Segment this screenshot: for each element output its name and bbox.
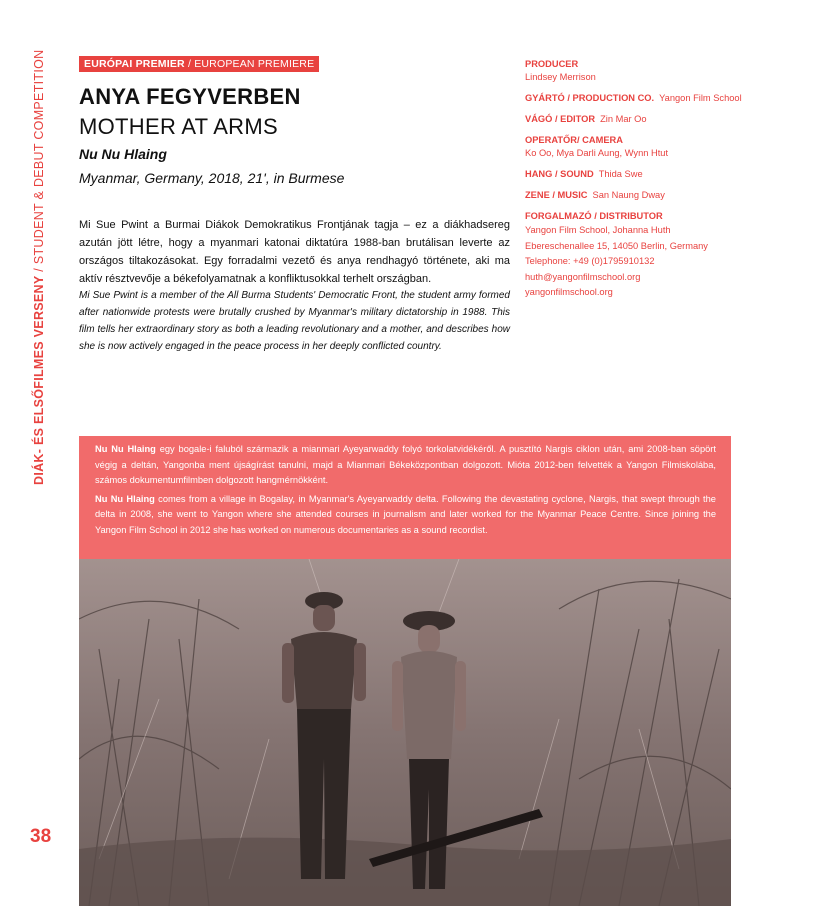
credit-editor bbox=[525, 113, 765, 126]
premiere-hu: EURÓPAI PREMIER bbox=[84, 58, 185, 70]
bio-hungarian bbox=[95, 442, 716, 489]
editor-value: Zin Mar Oo bbox=[600, 114, 647, 124]
editor-label: VÁGÓ / EDITOR bbox=[525, 114, 596, 124]
synopsis-english: Mi Sue Pwint is a member of the All Burma Students' Democratic Front, the student army formed after nationwide protests were brutally crushed by Myanmar's military dictatorship in 1988. This film tells her extraordinary story as both a leading revolutionary and a mother, and describes how she is now actively engaged in the peace process in her deeply conflicted country. bbox=[79, 290, 510, 352]
music-value: San Naung Dway bbox=[592, 190, 665, 200]
credit-distributor bbox=[525, 210, 765, 301]
film-title-english: MOTHER AT ARMS bbox=[79, 114, 278, 139]
premiere-badge bbox=[79, 56, 319, 72]
competition-hu-label: DIÁK- ÉS ELSŐFILMES VERSENY bbox=[32, 275, 46, 485]
camera-value: Ko Oo, Mya Darli Aung, Wynn Htut bbox=[525, 148, 669, 158]
film-still-illustration bbox=[79, 559, 731, 906]
distributor-email: huth@yangonfilmschool.org bbox=[525, 271, 641, 282]
premiere-separator: / bbox=[184, 58, 195, 70]
production-label: GYÁRTÓ / PRODUCTION CO. bbox=[525, 93, 655, 103]
distributor-label: FORGALMAZÓ / DISTRIBUTOR bbox=[525, 211, 663, 221]
competition-en-label: STUDENT & DEBUT COMPETITION bbox=[32, 49, 46, 265]
synopsis-hungarian: Mi Sue Pwint a Burmai Diákok Demokratikus Frontjának tagja – ez a diákhadsereg azután jött létre, hogy a myanmari katonai diktatúra 1988-ban brutálisan leverte az országos tiltakozásokat. Egy forradalmi vezető és anya rendhagyó története, aki ma aktív résztvevője a békefolyamatnak a konfliktusokkal terhelt országban. bbox=[79, 219, 510, 285]
camera-label: OPERATŐR/ CAMERA bbox=[525, 135, 623, 145]
distributor-line: Telephone: +49 (0)1795910132 bbox=[525, 256, 655, 266]
bio-name: Nu Nu Hlaing bbox=[95, 444, 156, 454]
sound-label: HANG / SOUND bbox=[525, 169, 594, 179]
bio-english bbox=[95, 492, 716, 539]
credits-column bbox=[525, 58, 765, 309]
page-number: 38 bbox=[30, 826, 52, 847]
film-title-hungarian: ANYA FEGYVERBEN bbox=[79, 84, 301, 109]
credit-camera bbox=[525, 134, 765, 160]
sound-value: Thida Swe bbox=[598, 169, 643, 179]
bio-en-text: comes from a village in Bogalay, in Myanmar's Ayeyarwaddy delta. Following the devastating cyclone, Nargis, that swept through the delta in 2008, she went to Yangon where she attended courses in journalism and later worked for the Myanmar Peace Centre. Since joining the Yangon Film School in 2012 she has worked on numerous documentaries as a sound recordist. bbox=[95, 493, 716, 535]
producer-value: Lindsey Merrison bbox=[525, 72, 596, 82]
director-bio-panel bbox=[79, 436, 731, 559]
production-value: Yangon Film School bbox=[659, 93, 742, 103]
credit-sound bbox=[525, 168, 765, 181]
credit-music bbox=[525, 189, 765, 202]
premiere-en: EUROPEAN PREMIERE bbox=[194, 58, 315, 70]
credit-producer bbox=[525, 58, 765, 84]
producer-label: PRODUCER bbox=[525, 59, 579, 69]
distributor-details bbox=[525, 223, 765, 301]
distributor-website: yangonfilmschool.org bbox=[525, 287, 613, 297]
section-side-label bbox=[32, 50, 46, 485]
music-label: ZENE / MUSIC bbox=[525, 190, 588, 200]
side-separator: / bbox=[32, 264, 46, 276]
film-still-photo bbox=[79, 559, 731, 906]
distributor-line: Yangon Film School, Johanna Huth bbox=[525, 225, 671, 235]
film-details: Myanmar, Germany, 2018, 21', in Burmese bbox=[79, 170, 345, 186]
credit-production bbox=[525, 92, 765, 105]
film-director: Nu Nu Hlaing bbox=[79, 146, 167, 162]
distributor-line: Ebereschenallee 15, 14050 Berlin, Germany bbox=[525, 240, 708, 251]
bio-name: Nu Nu Hlaing bbox=[95, 493, 155, 504]
bio-hu-text: egy bogale-i faluból származik a mianmari Ayeyarwaddy folyó torkolatvidékéről. A pusztító Nargis ciklon után, ami 2008-ban söpört végig a deltán, Yangonba ment újságírást tanulni, majd a Mianmari Békeközpontban dolgozott. Mióta 2012-ben felvették a Yangon Filmiskolába, számos dokumentumfilmben dolgozott hangmérnökként. bbox=[95, 444, 716, 485]
